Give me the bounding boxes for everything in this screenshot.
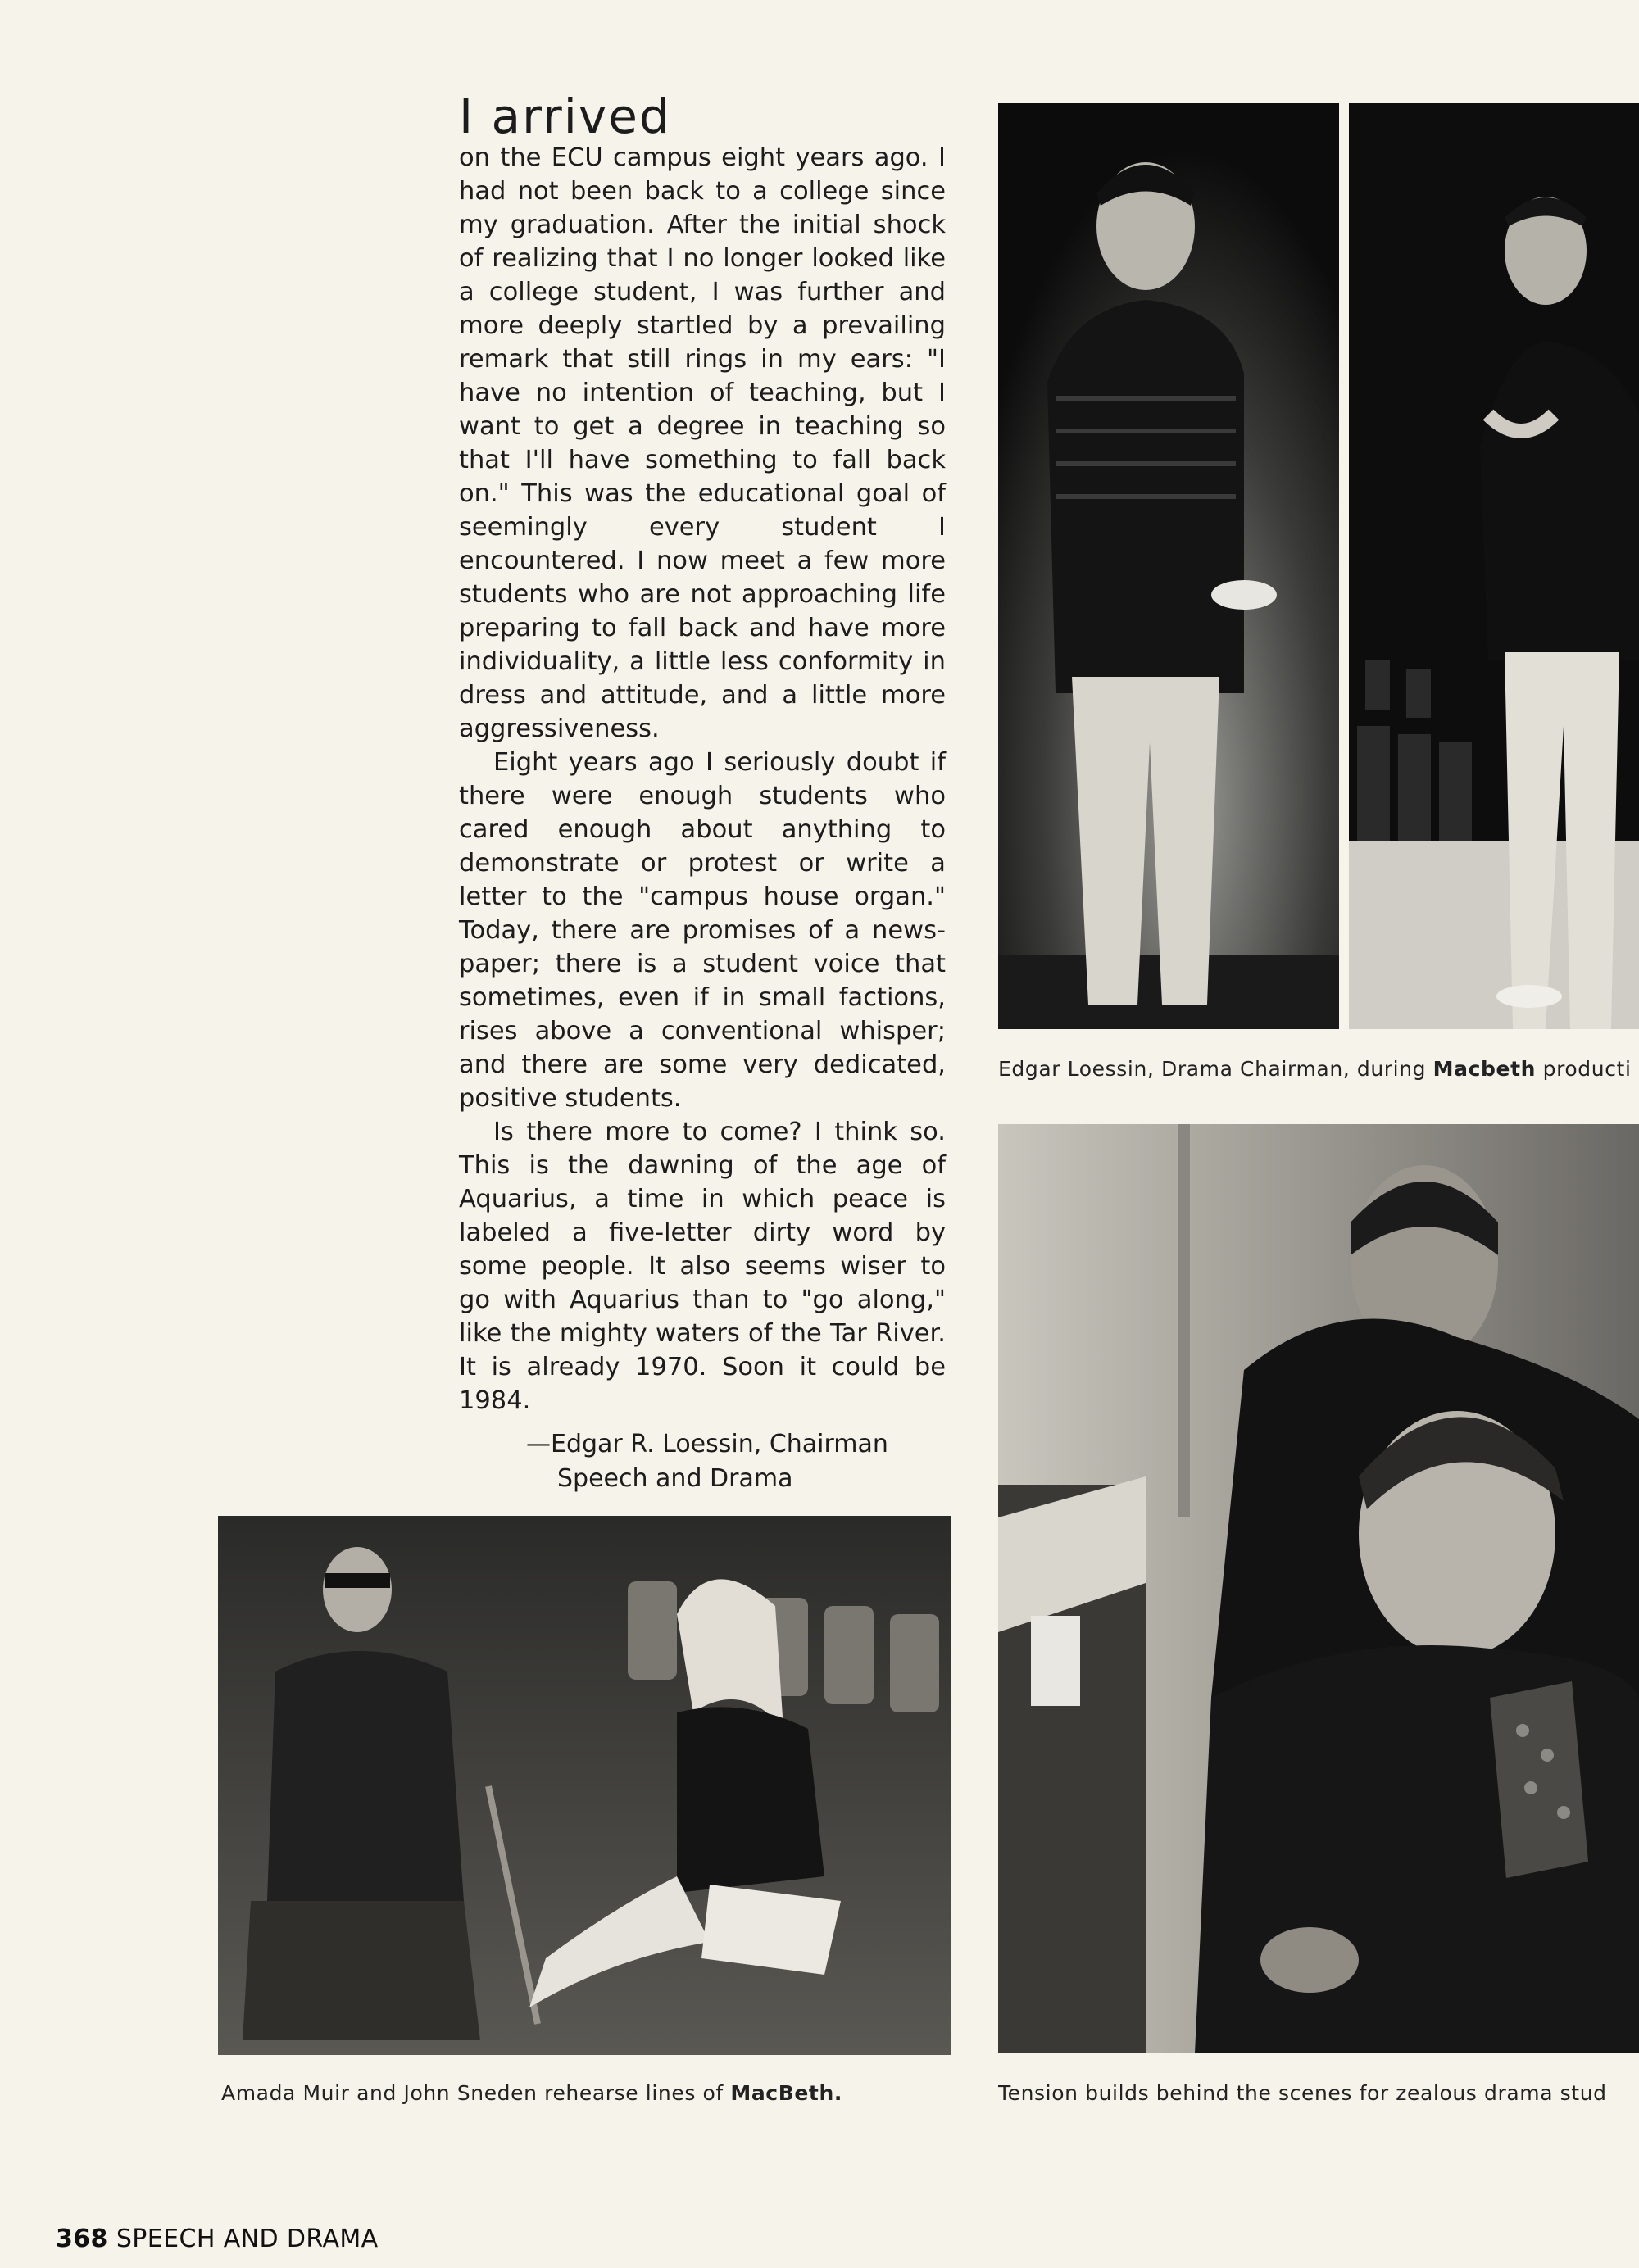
section-title: SPEECH AND DRAMA (116, 2225, 379, 2253)
caption-loessin-play-title: Macbeth (1432, 1057, 1537, 1081)
photo-drama-students-backstage (998, 1124, 1639, 2053)
photo-rehearse-graphic (218, 1516, 951, 2055)
caption-muir-sneden-text: Amada Muir and John Sneden rehearse lines of (221, 2081, 731, 2105)
caption-muir-sneden-play-title: MacBeth. (730, 2081, 842, 2105)
caption-loessin-text: Edgar Loessin, Drama Chairman, during (998, 1057, 1433, 1081)
essay-signoff (526, 1427, 888, 1496)
photo-loessin-right-graphic (1349, 103, 1639, 1029)
essay-headline: I arrived (459, 88, 671, 144)
photo-loessin-left-graphic (998, 103, 1339, 1029)
essay (459, 88, 946, 1418)
photo-loessin-rehearsal-left (998, 103, 1339, 1029)
caption-loessin-macbeth (998, 1057, 1639, 1082)
photo-loessin-rehearsal-right (1349, 103, 1639, 1029)
signoff-author: —Edgar R. Loessin, Chairman (526, 1430, 888, 1458)
photo-muir-sneden-rehearsal (218, 1516, 951, 2055)
caption-loessin-text-end: producti (1536, 1057, 1632, 1081)
essay-paragraph-2: Eight years ago I seriously doubt if there were enough students who cared enough about anything to demonstrate or protest or write a letter to the "campus house organ." Today, there are promises of a newspaper; there is a student voice that sometimes, even if in small factions, rises above a conventional whisper; and there are some very dedicated, positive students. (459, 748, 946, 1113)
page-footer (56, 2225, 379, 2253)
essay-paragraph-3: Is there more to come? I think so. This is the dawning of the age of Aquarius, a time in which peace is labeled a five-letter dirty word by some people. It also seems wiser to go with Aquarius than to "go along," like the mighty waters of the Tar River. It is already 1970. Soon it could be 1984. (459, 1118, 946, 1415)
essay-paragraph-1: on the ECU campus eight years ago. I had not been back to a college since my graduation. After the initial shock of realizing that I no longer looked like a college student, I was further and more deeply startled by a prevailing remark that still rings in my ears: "I have no intention of teaching, but I want to get a degree in teaching so that I'll have something to fall back on." This was the educational goal of seemingly every student I encountered. I now meet a few more students who are not approaching life preparing to fall back and have more individuality, a little less conformity in dress and attitude, and a little more aggressiveness. (459, 143, 946, 743)
caption-muir-sneden (221, 2081, 842, 2106)
caption-backstage-tension: Tension builds behind the scenes for zealous drama stud (998, 2081, 1607, 2105)
signoff-department: Speech and Drama (557, 1464, 793, 1493)
page-number: 368 (56, 2225, 108, 2253)
photo-tension-graphic (998, 1124, 1639, 2053)
